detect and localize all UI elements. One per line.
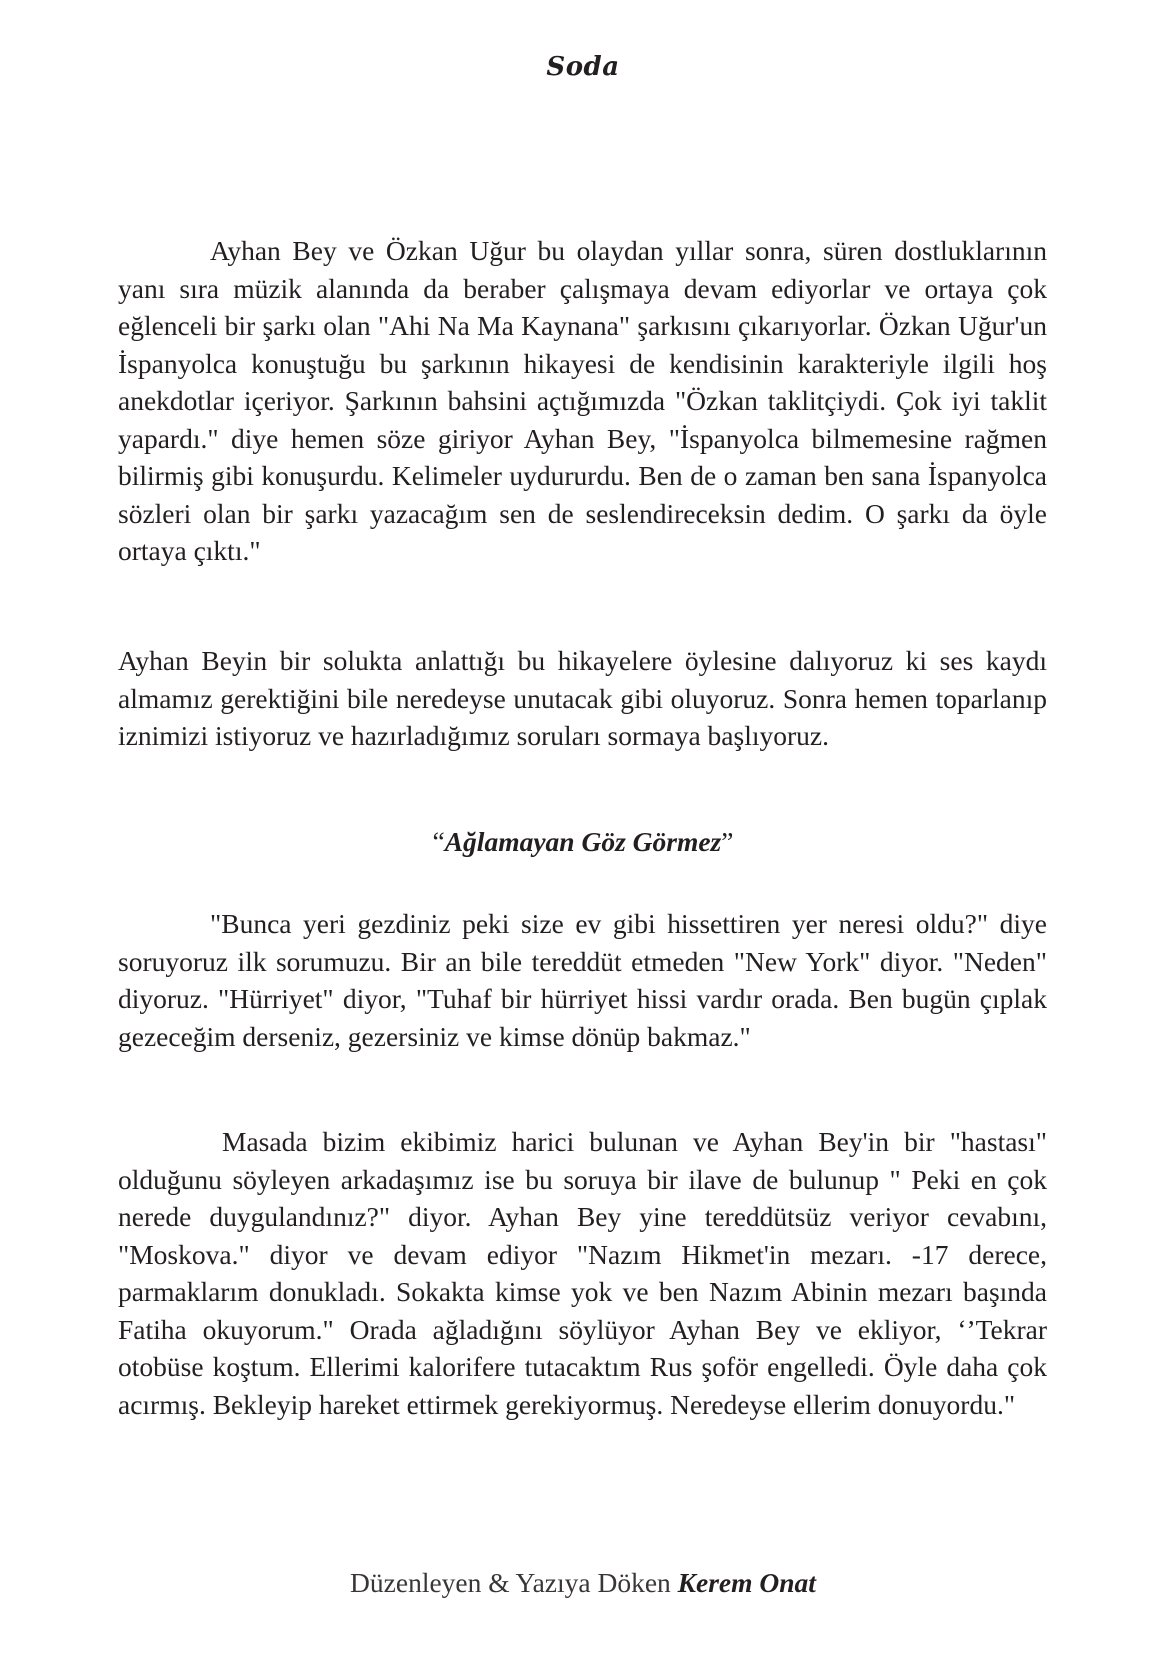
paragraph-text: Ayhan Beyin bir solukta anlattığı bu hikayelere öylesine dalıyoruz ki ses kaydı almamız gerektiğini bile neredeyse unutacak gibi oluyoruz. Sonra hemen toparlanıp iznimizi istiyoruz ve hazırladığımız soruları sormaya başlıyoruz. [118,645,1047,751]
heading-open-quote: “ [432,826,445,857]
paragraph-2 [118,642,1047,755]
footer-author: Kerem Onat [677,1567,816,1598]
paragraph-text: "Bunca yeri gezdiniz peki size ev gibi hissettiren yer neresi oldu?" diye soruyoruz ilk sorumuzu. Bir an bile tereddüt etmeden "New York" diyor. "Neden" diyoruz. "Hürriyet" diyor, "Tuhaf bir hürriyet hissi vardır orada. Ben bugün çıplak gezeceğim derseniz, gezersiniz ve kimse dönüp bakmaz." [118,908,1047,1052]
footer-credit-prefix: Düzenleyen & Yazıya Döken [350,1567,671,1598]
paragraph-text: Masada bizim ekibimiz harici bulunan ve Ayhan Bey'in bir "hastası" olduğunu söyleyen arkadaşımız ise bu soruya bir ilave de bulunup " Peki en çok nerede duygulandınız?" diyor. Ayhan Bey yine tereddütsüz veriyor cevabını, "Moskova." diyor ve devam ediyor "Nazım Hikmet'in mezarı. -17 derece, parmaklarım donukladı. Sokakta kimse yok ve ben Nazım Abinin mezarı başında Fatiha okuyorum." Orada ağladığını söylüyor Ayhan Bey ve ekliyor, ‘’Tekrar otobüse koştum. Ellerimi kalorifere tutacaktım Rus şoför engelledi. Öyle daha çok acırmış. Bekleyip hareket ettirmek gerekiyormuş. Neredeyse ellerim donuyordu." [118,1126,1047,1420]
heading-title: Ağlamayan Göz Görmez [444,826,722,857]
heading-close-quote: ” [721,826,734,857]
paragraph-1 [118,232,1047,570]
running-header-title: Soda [546,52,620,82]
page-footer [0,1567,1166,1599]
paragraph-4 [118,1123,1047,1423]
section-heading [0,826,1166,858]
paragraph-3 [118,905,1047,1055]
paragraph-text: Ayhan Bey ve Özkan Uğur bu olaydan yıllar sonra, süren dostluklarının yanı sıra müzik alanında da beraber çalışmaya devam ediyorlar ve ortaya çok eğlenceli bir şarkı olan "Ahi Na Ma Kaynana" şarkısını çıkarıyorlar. Özkan Uğur'un İspanyolca konuştuğu bu şarkının hikayesi de kendisinin karakteriyle ilgili hoş anekdotlar içeriyor. Şarkının bahsini açtığımızda "Özkan taklitçiydi. Çok iyi taklit yapardı." diye hemen söze giriyor Ayhan Bey, "İspanyolca bilmemesine rağmen bilirmiş gibi konuşurdu. Kelimeler uydururdu. Ben de o zaman ben sana İspanyolca sözleri olan bir şarkı yazacağım sen de seslendireceksin dedim. O şarkı da öyle ortaya çıktı." [118,235,1047,566]
